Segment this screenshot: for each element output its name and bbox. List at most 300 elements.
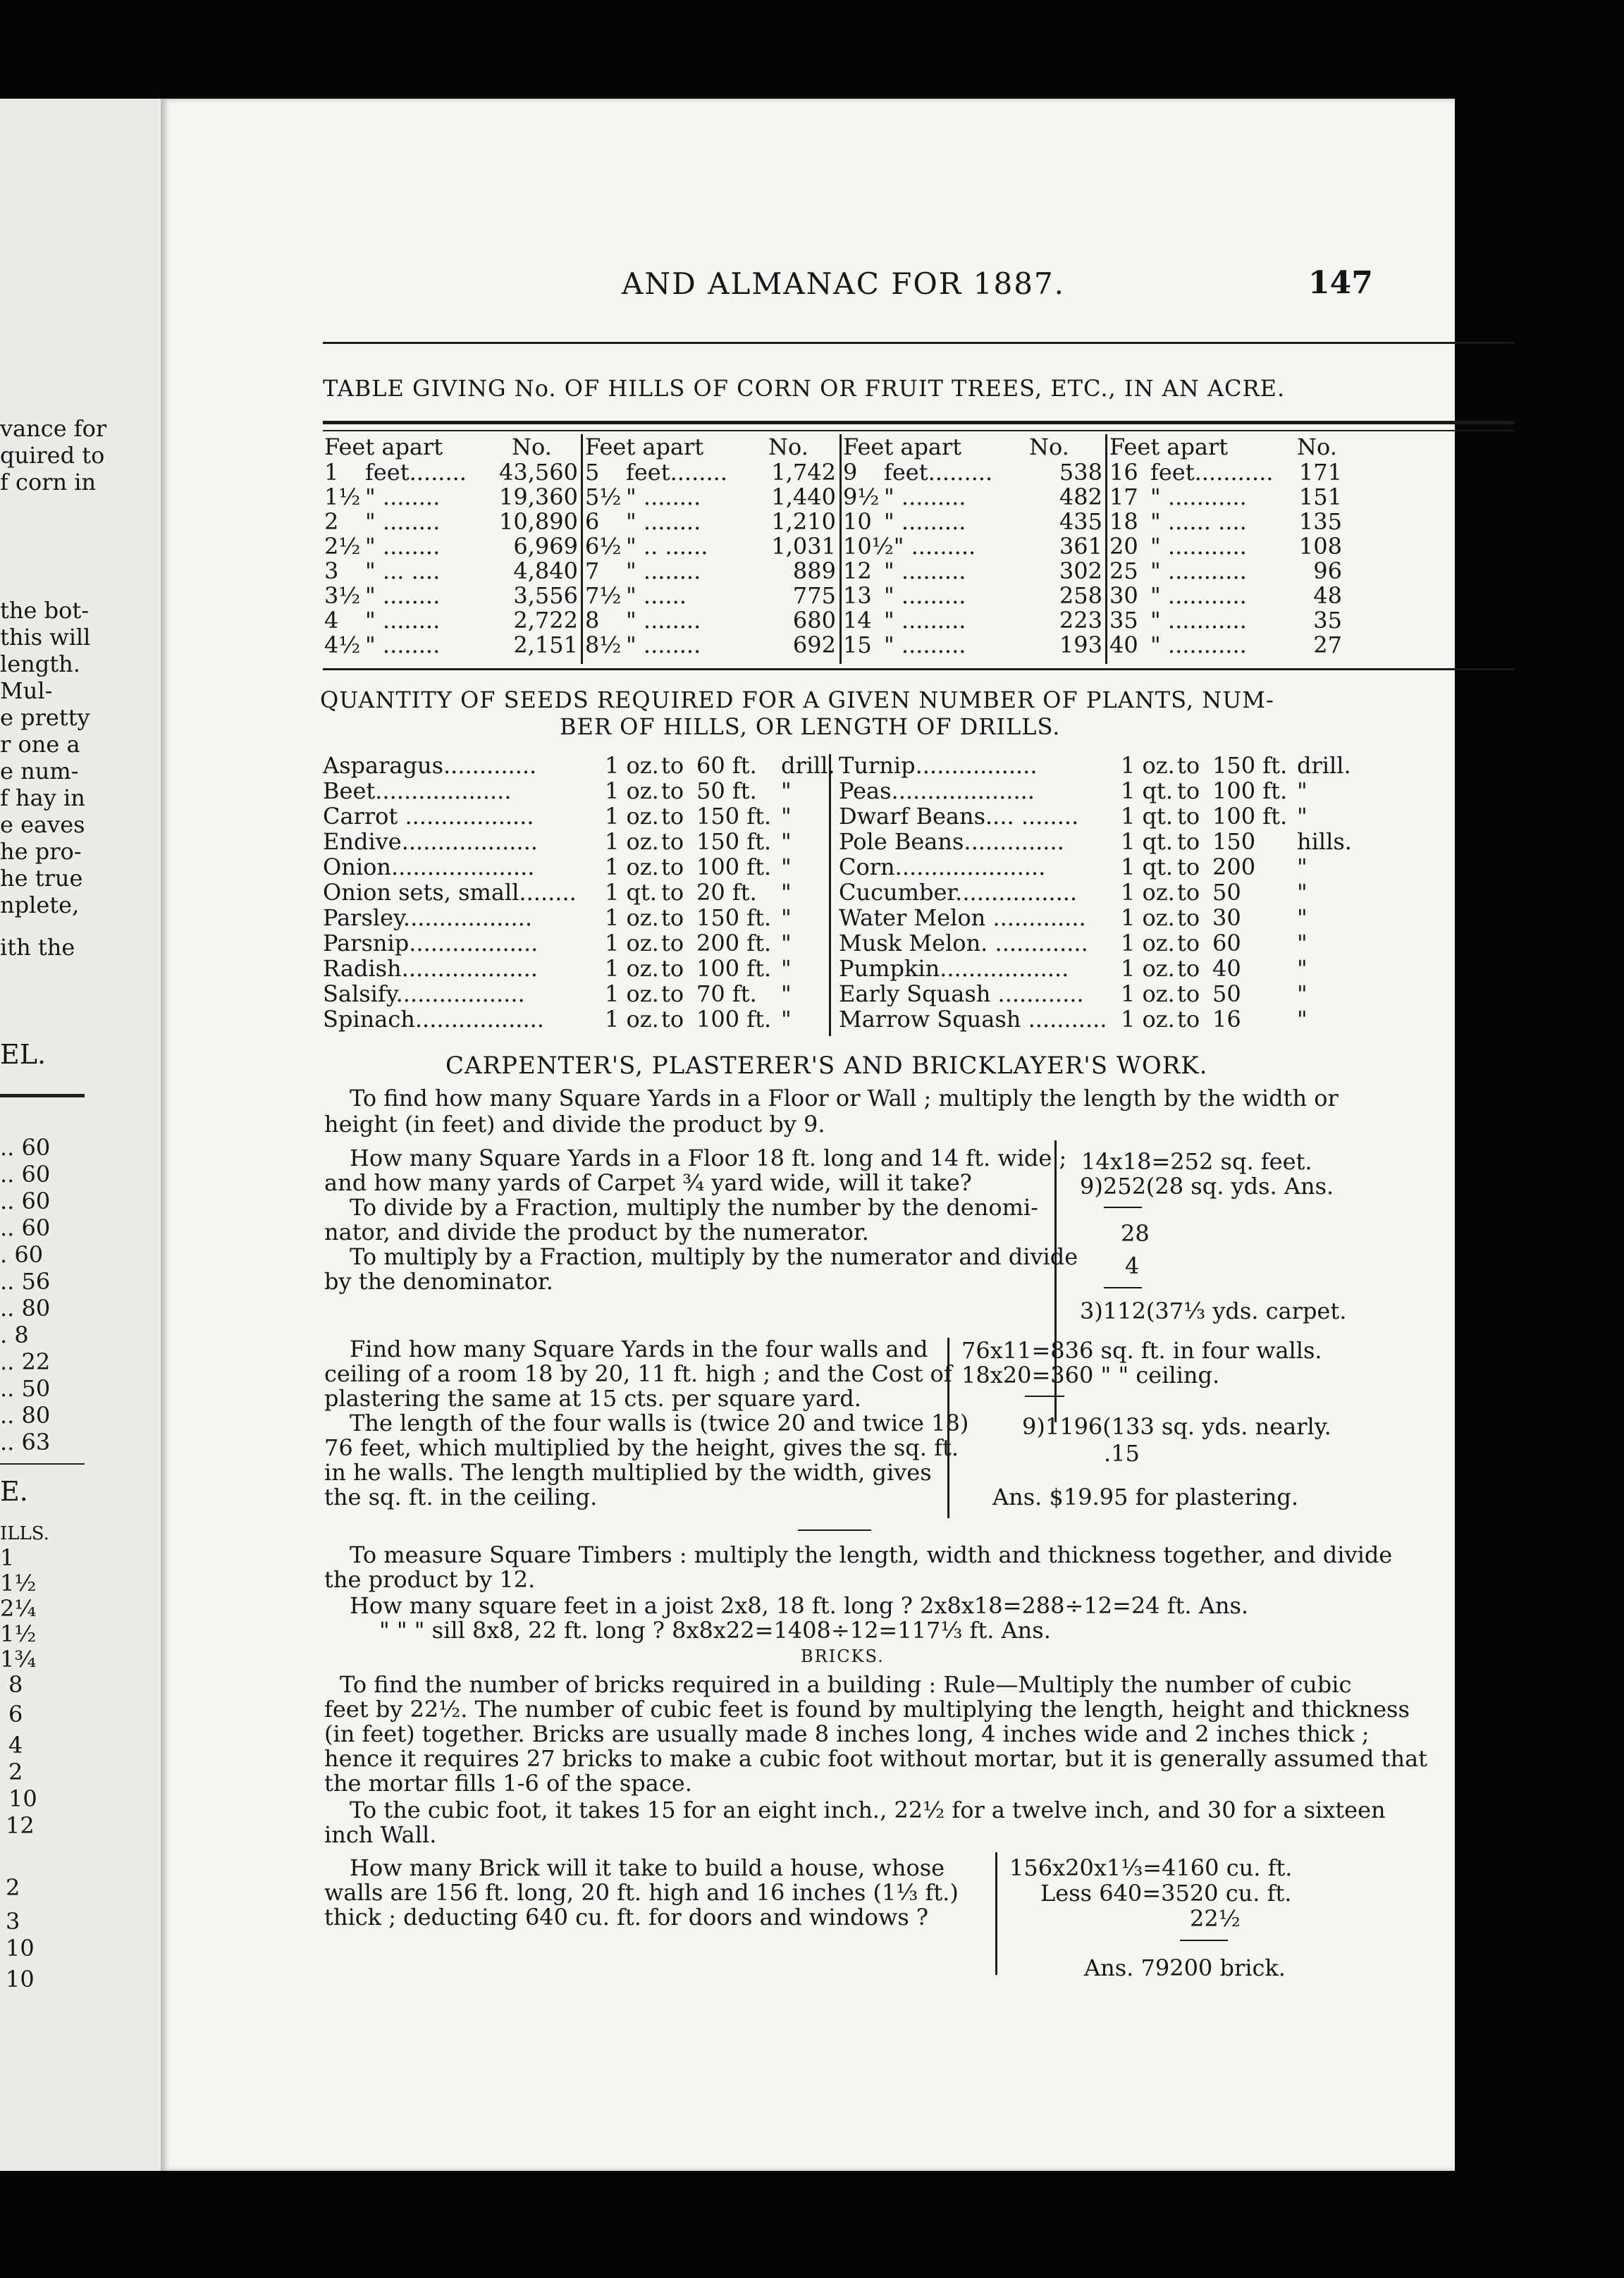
seeds-title-line1: QUANTITY OF SEEDS REQUIRED FOR A GIVEN NUMBER OF PLANTS, NUM- <box>320 687 1274 713</box>
facing-number: 6 <box>8 1701 23 1728</box>
paragraph-line: To divide by a Fraction, multiply the number by the denomi- <box>350 1194 1038 1221</box>
paragraph-line: 76 feet, which multiplied by the height, gives the sq. ft. <box>324 1434 959 1461</box>
seed-to: to <box>1177 930 1200 956</box>
feet-unit: " ......... <box>884 508 966 535</box>
feet-value: 15 <box>843 632 872 658</box>
seed-to: to <box>661 955 684 982</box>
facing-text: he pro- <box>0 838 82 865</box>
feet-unit: " ........ <box>626 484 701 510</box>
seed-name: Marrow Squash ........... <box>839 1006 1107 1032</box>
feet-unit: " .. ...... <box>626 533 708 560</box>
seed-row <box>839 930 1336 956</box>
seed-quantity: 1 oz. <box>1121 879 1175 906</box>
hills-row <box>1109 632 1342 657</box>
seed-unit: " <box>781 803 792 830</box>
seed-quantity: 1 oz. <box>605 1006 659 1033</box>
seed-name: Dwarf Beans.... ........ <box>839 804 1079 829</box>
feet-value: 35 <box>1109 607 1138 634</box>
feet-unit: feet........ <box>626 459 727 486</box>
seed-quantity: 1 oz. <box>605 904 659 931</box>
seed-unit: " <box>1297 879 1308 906</box>
seed-to: to <box>661 803 684 830</box>
feet-unit: feet........... <box>1150 459 1274 486</box>
facing-number: 10 <box>8 1785 37 1812</box>
hills-count: 1,210 <box>771 508 836 535</box>
running-title: AND ALMANAC FOR 1887. <box>622 266 1066 301</box>
hills-column <box>324 460 578 657</box>
hills-count: 43,560 <box>499 459 578 486</box>
facing-number: .. 63 <box>0 1429 51 1455</box>
seed-unit: " <box>781 1006 792 1033</box>
paragraph-line: in he walls. The length multiplied by the width, gives <box>324 1459 932 1486</box>
facing-text: this will <box>0 624 91 651</box>
seed-unit: " <box>1297 854 1308 880</box>
feet-unit: " ........ <box>626 558 701 584</box>
seed-amount: 50 ft. <box>696 777 757 804</box>
hills-count: 435 <box>1059 508 1102 535</box>
facing-text: e eaves <box>0 811 85 838</box>
hills-row <box>585 583 836 608</box>
hills-row <box>1109 460 1342 484</box>
calc-line: 9)1196(133 sq. yds. nearly. <box>1022 1413 1331 1440</box>
seed-to: to <box>1177 879 1200 906</box>
paragraph-line: To the cubic foot, it takes 15 for an eight inch., 22½ for a twelve inch, and 30 for a sixteen <box>350 1797 1386 1823</box>
hills-count: 10,890 <box>499 508 578 535</box>
paragraph-line: To measure Square Timbers : multiply the length, width and thickness together, and divide <box>350 1541 1393 1568</box>
feet-value: 9½ <box>843 484 880 510</box>
seed-name: Onion sets, small........ <box>323 880 577 905</box>
hills-count: 1,031 <box>771 533 836 560</box>
section-rule <box>798 1529 871 1531</box>
feet-value: 6½ <box>585 533 622 560</box>
hills-count: 680 <box>792 607 836 634</box>
feet-value: 6 <box>585 508 600 535</box>
hills-row <box>324 558 578 583</box>
facing-number: .. 80 <box>0 1402 51 1429</box>
hills-count: 223 <box>1059 607 1102 634</box>
feet-unit: " ... .... <box>365 558 441 584</box>
feet-value: 8 <box>585 607 600 634</box>
seed-name: Early Squash ............ <box>839 981 1084 1006</box>
facing-text: e num- <box>0 758 79 784</box>
paragraph-line: the product by 12. <box>324 1566 536 1593</box>
paragraph-line: hence it requires 27 bricks to make a cubic foot without mortar, but it is generally assumed that <box>324 1745 1427 1772</box>
seed-unit: " <box>781 854 792 880</box>
feet-unit: " ........... <box>1150 632 1247 658</box>
calc-rule <box>1025 1396 1064 1397</box>
calc-divider <box>995 1852 997 1975</box>
hills-row <box>324 460 578 484</box>
feet-value: 40 <box>1109 632 1138 658</box>
facing-number: 12 <box>6 1812 35 1839</box>
facing-text: f corn in <box>0 469 97 495</box>
seed-to: to <box>661 828 684 855</box>
col-header-no: No. <box>768 433 808 460</box>
calc-line: Less 640=3520 cu. ft. <box>1040 1880 1292 1907</box>
feet-unit: " ...... .... <box>1150 508 1247 535</box>
seed-unit: " <box>781 980 792 1007</box>
seed-amount: 150 ft. <box>696 828 772 855</box>
feet-unit: " ........ <box>626 632 701 658</box>
hills-count: 19,360 <box>499 484 578 510</box>
seed-row <box>323 804 820 829</box>
hills-count: 3,556 <box>513 582 578 609</box>
seed-amount: 150 <box>1212 828 1256 855</box>
seed-unit: drill. <box>781 752 835 779</box>
seed-name: Asparagus............. <box>323 753 537 778</box>
feet-value: 9 <box>843 459 858 486</box>
seed-amount: 30 <box>1212 904 1241 931</box>
seed-row <box>323 778 820 804</box>
seed-name: Parsley.................. <box>323 905 532 930</box>
seed-amount: 150 ft. <box>696 803 772 830</box>
hills-row <box>324 583 578 608</box>
seed-amount: 60 ft. <box>696 752 757 779</box>
seed-to: to <box>1177 854 1200 880</box>
feet-unit: " ........... <box>1150 533 1247 560</box>
seed-unit: " <box>781 904 792 931</box>
feet-value: 1½ <box>324 484 361 510</box>
facing-number: 2 <box>8 1759 23 1785</box>
calc-line: 76x11=836 sq. ft. in four walls. <box>961 1337 1322 1364</box>
hills-count: 2,722 <box>513 607 578 634</box>
page-number: 147 <box>1308 265 1373 301</box>
facing-number: 1½ <box>0 1620 37 1647</box>
seed-to: to <box>1177 828 1200 855</box>
facing-number: . 60 <box>0 1241 44 1268</box>
feet-unit: feet........ <box>365 459 467 486</box>
hills-count: 361 <box>1059 533 1102 560</box>
hills-column <box>585 460 836 657</box>
paragraph-line: by the denominator. <box>324 1268 553 1295</box>
col-header-no: No. <box>1029 433 1069 460</box>
feet-value: 10 <box>843 508 872 535</box>
hills-row <box>585 632 836 657</box>
seed-name: Beet................... <box>323 778 512 804</box>
seeds-left-list <box>323 752 835 1033</box>
calc-line: 28 <box>1121 1220 1150 1247</box>
calc-line: Ans. 79200 brick. <box>1084 1954 1286 1981</box>
feet-unit: " ........... <box>1150 484 1247 510</box>
hills-count: 6,969 <box>513 533 578 560</box>
paragraph-line: (in feet) together. Bricks are usually made 8 inches long, 4 inches wide and 2 inches thick ; <box>324 1720 1370 1747</box>
column-divider <box>581 434 583 664</box>
paragraph-line: Find how many Square Yards in the four walls and <box>350 1336 928 1362</box>
feet-unit: " ........ <box>365 632 441 658</box>
hills-count: 96 <box>1313 558 1342 584</box>
feet-value: 12 <box>843 558 872 584</box>
hills-count: 35 <box>1313 607 1342 634</box>
seed-quantity: 1 oz. <box>605 930 659 956</box>
facing-number: 10 <box>6 1935 35 1962</box>
hills-count: 692 <box>792 632 836 658</box>
seed-amount: 100 ft. <box>696 955 772 982</box>
seed-amount: 16 <box>1212 1006 1241 1033</box>
seed-quantity: 1 oz. <box>605 854 659 880</box>
facing-text: length. <box>0 651 80 677</box>
col-header-feet: Feet apart <box>843 433 962 460</box>
facing-text: f hay in <box>0 784 85 811</box>
facing-number: .. 60 <box>0 1134 51 1161</box>
facing-heading: EL. <box>0 1039 47 1070</box>
seed-unit: " <box>1297 955 1308 982</box>
column-divider <box>829 754 831 1036</box>
feet-unit: " ........... <box>1150 558 1247 584</box>
hills-row <box>843 558 1102 583</box>
paragraph-line: " " " sill 8x8, 22 ft. long ? 8x8x22=1408÷12=117⅓ ft. Ans. <box>379 1617 1051 1644</box>
paragraph-line: The length of the four walls is (twice 20 and twice 18) <box>350 1410 969 1436</box>
feet-unit: " ........ <box>365 607 441 634</box>
hills-column <box>1109 460 1342 657</box>
feet-value: 4 <box>324 607 339 634</box>
seed-unit: " <box>781 930 792 956</box>
calc-divider <box>947 1338 949 1518</box>
calc-line: 22½ <box>1190 1905 1241 1932</box>
seed-quantity: 1 qt. <box>1121 777 1174 804</box>
facing-number: 2 <box>6 1874 20 1901</box>
hills-column <box>843 460 1102 657</box>
hills-count: 151 <box>1298 484 1342 510</box>
bricks-heading: BRICKS. <box>801 1646 885 1666</box>
paragraph-line: How many square feet in a joist 2x8, 18 ft. long ? 2x8x18=288÷12=24 ft. Ans. <box>350 1592 1249 1619</box>
feet-unit: " ......... <box>884 582 966 609</box>
hills-row <box>1109 608 1342 632</box>
hills-table-title: TABLE GIVING No. OF HILLS OF CORN OR FRUIT TREES, ETC., IN AN ACRE. <box>323 375 1286 402</box>
feet-value: 5½ <box>585 484 622 510</box>
facing-number: .. 60 <box>0 1161 51 1188</box>
feet-value: 18 <box>1109 508 1138 535</box>
feet-value: 3 <box>324 558 339 584</box>
seed-quantity: 1 oz. <box>605 980 659 1007</box>
seed-quantity: 1 oz. <box>1121 930 1175 956</box>
hills-row <box>1109 484 1342 509</box>
seed-amount: 100 ft. <box>696 1006 772 1033</box>
facing-text: nplete, <box>0 892 80 918</box>
seed-unit: " <box>1297 930 1308 956</box>
seed-name: Pole Beans.............. <box>839 829 1064 854</box>
facing-text: Mul- <box>0 677 53 704</box>
calc-line: .15 <box>1104 1440 1140 1467</box>
seed-quantity: 1 oz. <box>1121 1006 1175 1033</box>
col-header-feet: Feet apart <box>1109 433 1229 460</box>
seed-to: to <box>1177 980 1200 1007</box>
seed-amount: 100 ft. <box>696 854 772 880</box>
seed-name: Radish................... <box>323 956 538 981</box>
seed-amount: 70 ft. <box>696 980 757 1007</box>
feet-unit: " ........ <box>626 508 701 535</box>
facing-number: .. 60 <box>0 1214 51 1241</box>
facing-number: 1 <box>0 1544 15 1571</box>
hills-count: 2,151 <box>513 632 578 658</box>
paragraph-line: feet by 22½. The number of cubic feet is found by multiplying the length, height and thickness <box>324 1696 1410 1723</box>
col-header-feet: Feet apart <box>585 433 704 460</box>
seed-row <box>839 778 1336 804</box>
seed-row <box>839 905 1336 930</box>
facing-text: e pretty <box>0 704 90 731</box>
seed-name: Endive................... <box>323 829 538 854</box>
seed-row <box>323 829 820 854</box>
paragraph-line: the mortar fills 1-6 of the space. <box>324 1770 692 1797</box>
hills-count: 193 <box>1059 632 1102 658</box>
hills-count: 1,440 <box>771 484 836 510</box>
facing-text: the bot- <box>0 597 89 624</box>
hills-count: 108 <box>1298 533 1342 560</box>
facing-text: vance for <box>0 415 107 442</box>
hills-row <box>843 484 1102 509</box>
seed-unit: " <box>781 879 792 906</box>
seed-name: Corn..................... <box>839 854 1046 880</box>
seeds-title-line2: BER OF HILLS, OR LENGTH OF DRILLS. <box>560 713 1061 740</box>
facing-number: .. 56 <box>0 1268 51 1295</box>
hills-row <box>1109 534 1342 558</box>
hills-row <box>324 484 578 509</box>
feet-value: 4½ <box>324 632 361 658</box>
seed-row <box>839 1006 1336 1032</box>
seed-to: to <box>661 904 684 931</box>
seed-amount: 150 ft. <box>696 904 772 931</box>
paragraph-line: thick ; deducting 640 cu. ft. for doors and windows ? <box>324 1904 929 1931</box>
seed-name: Turnip................. <box>839 753 1038 778</box>
paragraph-line: How many Brick will it take to build a house, whose <box>350 1854 945 1881</box>
seed-to: to <box>661 980 684 1007</box>
feet-value: 5 <box>585 459 600 486</box>
table-rule <box>323 430 1514 431</box>
feet-value: 16 <box>1109 459 1138 486</box>
feet-value: 8½ <box>585 632 622 658</box>
column-divider <box>839 434 842 664</box>
seed-to: to <box>661 930 684 956</box>
seed-row <box>839 828 1352 855</box>
seed-quantity: 1 qt. <box>1121 828 1174 855</box>
hills-row <box>585 558 836 583</box>
seed-to: to <box>661 777 684 804</box>
feet-value: 7 <box>585 558 600 584</box>
feet-value: 14 <box>843 607 872 634</box>
seeds-right-list <box>839 752 1352 1033</box>
seed-row <box>323 752 835 779</box>
feet-unit: feet......... <box>884 459 993 486</box>
seed-row <box>839 854 1336 880</box>
col-header-feet: Feet apart <box>324 433 443 460</box>
seed-amount: 150 ft. <box>1212 752 1288 779</box>
seed-to: to <box>661 854 684 880</box>
hills-count: 775 <box>792 582 836 609</box>
paragraph-line: inch Wall. <box>324 1821 437 1848</box>
seed-amount: 200 ft. <box>696 930 772 956</box>
seed-row <box>323 930 820 956</box>
col-header-no: No. <box>512 433 552 460</box>
hills-row <box>324 509 578 534</box>
calc-line: 18x20=360 " " ceiling. <box>961 1362 1220 1389</box>
calc-rule <box>1180 1940 1228 1941</box>
seed-unit: " <box>1297 803 1308 830</box>
facing-number: 3 <box>6 1908 20 1935</box>
seed-quantity: 1 oz. <box>1121 752 1175 779</box>
hills-row <box>843 632 1102 657</box>
hills-row <box>324 534 578 558</box>
hills-count: 302 <box>1059 558 1102 584</box>
facing-rule <box>0 1094 85 1097</box>
seed-quantity: 1 oz. <box>605 752 659 779</box>
feet-unit: " ...... <box>626 582 687 609</box>
paragraph-line: plastering the same at 15 cts. per square yard. <box>324 1385 861 1412</box>
paragraph-line: the sq. ft. in the ceiling. <box>324 1484 598 1510</box>
feet-value: 2½ <box>324 533 361 560</box>
hills-row <box>585 484 836 509</box>
calc-line: 156x20x1⅓=4160 cu. ft. <box>1009 1854 1293 1881</box>
seed-row <box>839 752 1351 779</box>
seed-amount: 200 <box>1212 854 1256 880</box>
seed-amount: 40 <box>1212 955 1241 982</box>
feet-value: 25 <box>1109 558 1138 584</box>
seed-row <box>839 956 1336 981</box>
hills-row <box>324 608 578 632</box>
hills-row <box>843 534 1102 558</box>
feet-unit: " ......... <box>884 484 966 510</box>
seed-amount: 50 <box>1212 879 1241 906</box>
seed-name: Carrot .................. <box>323 804 534 829</box>
seed-to: to <box>1177 752 1200 779</box>
seed-quantity: 1 qt. <box>1121 854 1174 880</box>
paragraph-line: ceiling of a room 18 by 20, 11 ft. high ; and the Cost of <box>324 1360 952 1387</box>
calc-rule <box>1104 1287 1142 1288</box>
seed-quantity: 1 oz. <box>605 777 659 804</box>
feet-unit: " ........ <box>365 582 441 609</box>
seed-name: Pumpkin.................. <box>839 956 1069 981</box>
facing-number: . 8 <box>0 1322 29 1348</box>
feet-value: 2 <box>324 508 339 535</box>
column-divider <box>1105 434 1107 664</box>
feet-value: 13 <box>843 582 872 609</box>
feet-unit: " ......... <box>884 607 966 634</box>
seed-unit: " <box>781 955 792 982</box>
hills-count: 135 <box>1298 508 1342 535</box>
seed-to: to <box>1177 955 1200 982</box>
seed-name: Parsnip.................. <box>323 930 539 956</box>
seed-unit: " <box>781 828 792 855</box>
seed-amount: 50 <box>1212 980 1241 1007</box>
hills-count: 171 <box>1298 459 1342 486</box>
facing-text: r one a <box>0 731 80 758</box>
seed-to: to <box>1177 1006 1200 1033</box>
feet-value: 7½ <box>585 582 622 609</box>
seed-unit: drill. <box>1297 752 1351 779</box>
feet-unit: " ........ <box>365 533 441 560</box>
seed-to: to <box>661 752 684 779</box>
seed-quantity: 1 oz. <box>1121 955 1175 982</box>
seed-name: Water Melon ............. <box>839 905 1086 930</box>
facing-heading: E. <box>0 1476 28 1507</box>
facing-number: 1½ <box>0 1570 37 1596</box>
seed-unit: " <box>781 777 792 804</box>
seed-name: Spinach.................. <box>323 1006 544 1032</box>
feet-unit: " ......... <box>893 533 976 560</box>
calc-line: 9)252(28 sq. yds. Ans. <box>1080 1173 1334 1200</box>
seed-quantity: 1 oz. <box>1121 980 1175 1007</box>
seed-row <box>839 880 1336 905</box>
hills-count: 1,742 <box>771 459 836 486</box>
hills-count: 538 <box>1059 459 1102 486</box>
seed-to: to <box>1177 777 1200 804</box>
page <box>161 99 1455 2171</box>
seed-row <box>323 1006 820 1032</box>
calc-line: 14x18=252 sq. feet. <box>1081 1148 1312 1175</box>
feet-value: 10½ <box>843 533 894 560</box>
facing-number: 1¾ <box>0 1646 37 1673</box>
hills-row <box>1109 583 1342 608</box>
paragraph-line: height (in feet) and divide the product by 9. <box>324 1111 825 1138</box>
seed-unit: " <box>1297 980 1308 1007</box>
